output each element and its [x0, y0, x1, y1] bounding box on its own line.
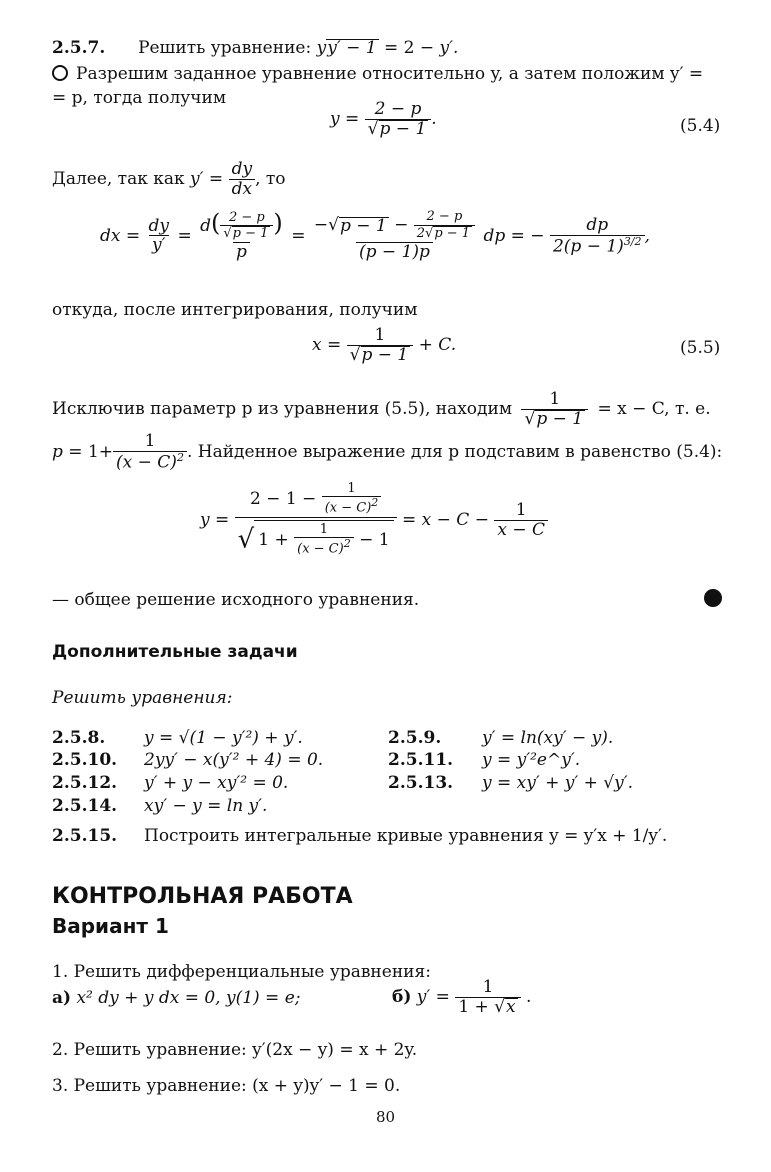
- control-title: КОНТРОЛЬНАЯ РАБОТА: [52, 884, 353, 909]
- solution-start-icon: [52, 65, 68, 81]
- extra-problem-eq: y′ = ln(xy′ − y).: [482, 728, 614, 748]
- page-number: 80: [376, 1108, 396, 1126]
- extra-heading: Дополнительные задачи: [52, 642, 298, 662]
- extra-problem: 2.5.9.: [388, 728, 442, 748]
- equation-5-5: x = $\frac{1}{√p - 1}$ + C.: [312, 325, 457, 365]
- problem-header: [52, 38, 458, 58]
- extra-problem-eq: y = y′²e^y′.: [482, 750, 581, 770]
- end-of-solution-icon: [704, 589, 722, 607]
- extra-problem: 2.5.14.: [52, 796, 118, 816]
- solution-line-3: Далее, так как y′ = $\frac{dy}{dx}$ , то: [52, 159, 286, 199]
- problem-equation: yy′ − 1 = 2 − y′.: [316, 38, 459, 58]
- solution-line-2: = p, тогда получим: [52, 88, 227, 108]
- extra-problem-eq: y′ + y − xy′² = 0.: [144, 773, 289, 793]
- problem-statement: Решить уравнение:: [138, 38, 312, 58]
- equation-5-4: y = $\frac{2 - p}{√p - 1}$ .: [330, 99, 437, 139]
- equation-5-5-tag: (5.5): [680, 338, 721, 358]
- solution-line-5: Исключив параметр p из уравнения (5.5), находим $\frac{1}{√p - 1}$ = x − C, т. е.: [52, 389, 711, 429]
- control-task-1b: б) y′ = $\frac{1}{1 + √x}$ .: [392, 977, 532, 1017]
- extra-problem-eq: 2yy′ − x(y′² + 4) = 0.: [144, 750, 324, 770]
- extra-problem: 2.5.15.: [52, 826, 118, 846]
- extra-problem-eq: y = √(1 − y′²) + y′.: [144, 728, 303, 748]
- solution-line-6: p = 1+ $\frac{1}{(x - C)^2}$ . Найденное выражение для p подставим в равенство (5.4):: [52, 431, 723, 473]
- control-task-3: 3. Решить уравнение: (x + y)y′ − 1 = 0.: [52, 1076, 401, 1096]
- extra-problem: 2.5.10.: [52, 750, 118, 770]
- extra-problem-eq: Построить интегральные кривые уравнения y = y′x + 1/y′.: [144, 826, 668, 846]
- extra-problem: 2.5.11.: [388, 750, 454, 770]
- problem-number: 2.5.7.: [52, 38, 106, 58]
- extra-subheading: Решить уравнения:: [52, 688, 233, 708]
- equation-general: y = 2 − 1 − $\frac{1}{(x - C)^2}$ √ 1 + $\frac{1}{(x - C)^2}$ − 1 = x − C − $\frac{1}{x - C}$: [200, 482, 548, 559]
- solution-final: — общее решение исходного уравнения.: [52, 590, 420, 610]
- extra-problem: 2.5.8.: [52, 728, 106, 748]
- control-task-1a: а) x² dy + y dx = 0, y(1) = e;: [52, 988, 301, 1008]
- control-variant: Вариант 1: [52, 914, 169, 938]
- solution-line-4: откуда, после интегрирования, получим: [52, 300, 418, 320]
- extra-problem-eq: xy′ − y = ln y′.: [144, 796, 268, 816]
- equation-5-4-tag: (5.4): [680, 116, 721, 136]
- equation-dx: dx = $\frac{dy}{y'}$ = d( $\frac{2 - p}{√p - 1}$ ) p = −√p − 1 − $\frac{2 - p}{2√p - 1}$ (p − 1)p dp = − $\frac{dp}{2(p - 1)^{3/2}}$ ,: [100, 209, 650, 263]
- extra-problem: 2.5.13.: [388, 773, 454, 793]
- control-task-2: 2. Решить уравнение: y′(2x − y) = x + 2y.: [52, 1040, 418, 1060]
- extra-problem: 2.5.12.: [52, 773, 118, 793]
- solution-line-1: Разрешим заданное уравнение относительно y, а затем положим y′ =: [52, 64, 703, 84]
- extra-problem-eq: y = xy′ + y′ + √y′.: [482, 773, 633, 793]
- control-task-1: 1. Решить дифференциальные уравнения:: [52, 962, 431, 982]
